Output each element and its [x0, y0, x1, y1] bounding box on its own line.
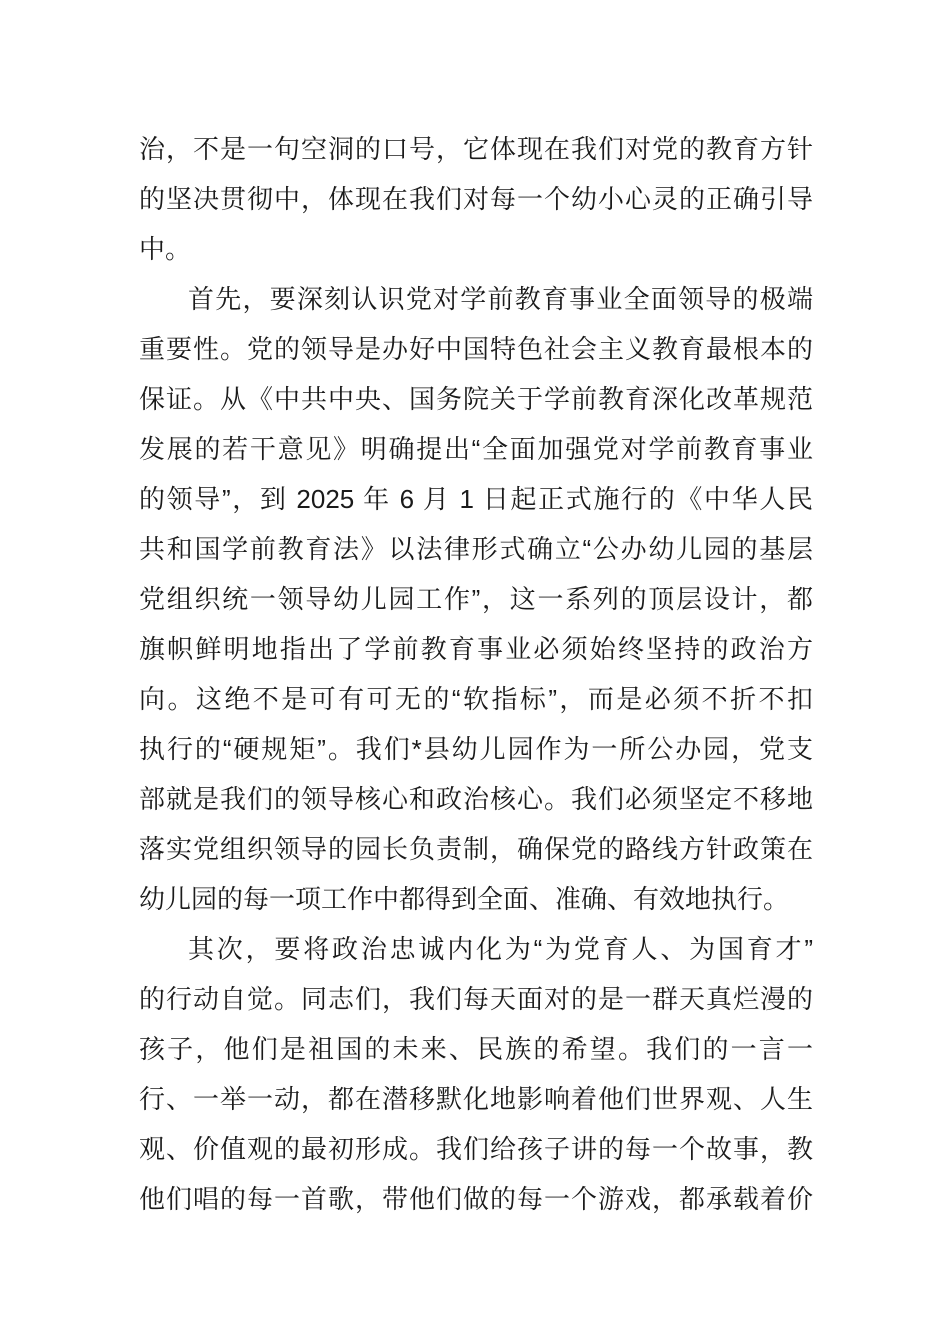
text-line: 幼儿园的每一项工作中都得到全面、准确、有效地执行。	[139, 884, 790, 914]
text-line: 旗帜鲜明地指出了学前教育事业必须始终坚持的政治方	[139, 634, 813, 664]
text-line: 向。这绝不是可有可无的“软指标”，而是必须不折不扣	[139, 684, 813, 714]
text-line: 中。	[139, 234, 192, 264]
paragraph	[139, 124, 813, 274]
text-line: 党组织统一领导幼儿园工作”，这一系列的顶层设计，都	[139, 584, 813, 614]
text-line: 孩子，他们是祖国的未来、民族的希望。我们的一言一	[139, 1034, 813, 1064]
text-line: 治，不是一句空洞的口号，它体现在我们对党的教育方针	[139, 134, 813, 164]
text-line: 执行的“硬规矩”。我们*县幼儿园作为一所公办园，党支	[139, 734, 813, 764]
paragraph	[139, 274, 813, 924]
text-line: 的行动自觉。同志们，我们每天面对的是一群天真烂漫的	[139, 984, 813, 1014]
text-line: 首先，要深刻认识党对学前教育事业全面领导的极端	[188, 284, 813, 314]
text-line: 的领导”，到 2025 年 6 月 1 日起正式施行的《中华人民	[139, 484, 813, 514]
text-line: 的坚决贯彻中，体现在我们对每一个幼小心灵的正确引导	[139, 184, 813, 214]
paragraph	[139, 924, 813, 1224]
text-line: 观、价值观的最初形成。我们给孩子讲的每一个故事，教	[139, 1134, 813, 1164]
text-line: 他们唱的每一首歌，带他们做的每一个游戏，都承载着价	[139, 1184, 813, 1214]
text-line: 重要性。党的领导是办好中国特色社会主义教育最根本的	[139, 334, 813, 364]
text-line: 行、一举一动，都在潜移默化地影响着他们世界观、人生	[139, 1084, 813, 1114]
document-body	[139, 124, 813, 1224]
text-line: 其次，要将政治忠诚内化为“为党育人、为国育才”	[188, 934, 813, 964]
text-line: 落实党组织领导的园长负责制，确保党的路线方针政策在	[139, 834, 813, 864]
text-line: 发展的若干意见》明确提出“全面加强党对学前教育事业	[139, 434, 813, 464]
text-line: 共和国学前教育法》以法律形式确立“公办幼儿园的基层	[139, 534, 813, 564]
text-line: 保证。从《中共中央、国务院关于学前教育深化改革规范	[139, 384, 813, 414]
text-line: 部就是我们的领导核心和政治核心。我们必须坚定不移地	[139, 784, 813, 814]
